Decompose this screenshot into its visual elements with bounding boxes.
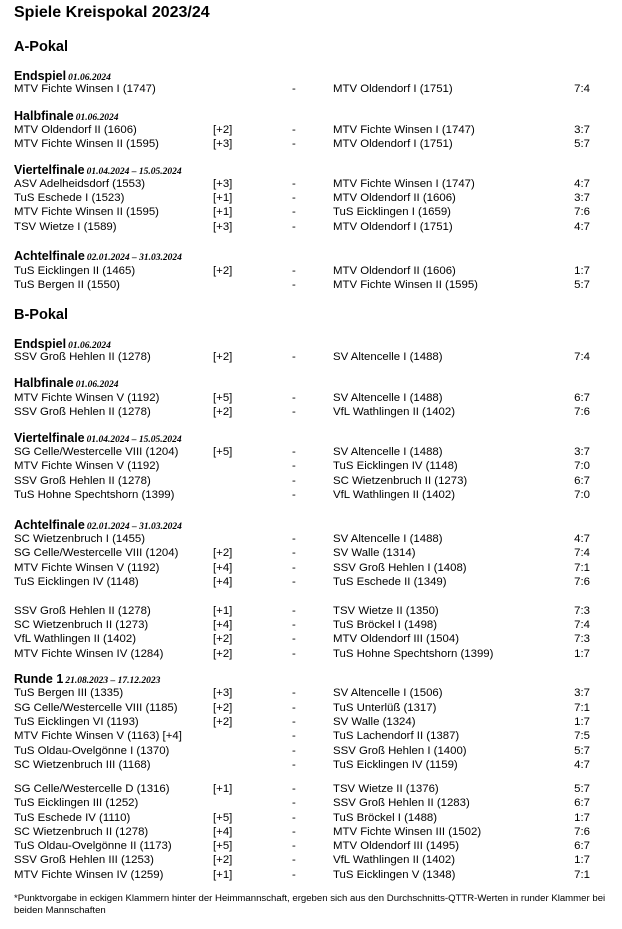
match-dash: - [292,576,296,588]
match-row [0,796,622,810]
away-team: TuS Bröckel I (1488) [333,812,438,824]
match-score: 3:7 [574,124,590,136]
away-team: TuS Eicklingen IV (1148) [333,460,458,472]
home-team: TuS Eschede IV (1110) [14,812,131,824]
away-team: MTV Oldendorf I (1751) [333,83,453,95]
page-title: Spiele Kreispokal 2023/24 [14,4,210,21]
away-team: MTV Oldendorf II (1606) [333,265,456,277]
home-team: TuS Hohne Spechtshorn (1399) [14,489,175,501]
match-row [0,123,622,137]
match-row [0,744,622,758]
match-dash: - [292,392,296,404]
match-score: 1:7 [574,265,590,277]
round-date: 01.04.2024 – 15.05.2024 [86,167,182,177]
away-team: MTV Fichte Winsen I (1747) [333,178,475,190]
match-dash: - [292,475,296,487]
away-team: MTV Oldendorf III (1495) [333,840,459,852]
match-dash: - [292,648,296,660]
home-team: TuS Eicklingen VI (1193) [14,716,139,728]
match-score: 7:6 [574,206,590,218]
match-dash: - [292,446,296,458]
away-team: SV Altencelle I (1488) [333,392,443,404]
match-score: 7:1 [574,869,590,881]
match-score: 7:6 [574,406,590,418]
round-date: 21.08.2023 – 17.12.2023 [65,676,161,686]
match-dash: - [292,221,296,233]
match-score: 7:0 [574,489,590,501]
match-dash: - [292,351,296,363]
match-dash: - [292,206,296,218]
match-dash: - [292,783,296,795]
point-bonus: [+2] [213,633,233,645]
away-team: SV Altencelle I (1488) [333,351,443,363]
match-row [0,445,622,459]
match-row [0,701,622,715]
away-team: TSV Wietze II (1376) [333,783,439,795]
match-row [0,532,622,546]
round-date: 02.01.2024 – 31.03.2024 [86,253,182,263]
away-team: MTV Oldendorf III (1504) [333,633,459,645]
round-name: Viertelfinale [14,431,85,445]
home-team: TuS Eicklingen III (1252) [14,797,139,809]
home-team: MTV Fichte Winsen V (1192) [14,460,160,472]
match-row [0,278,622,292]
point-bonus: [+3] [213,687,233,699]
match-dash: - [292,633,296,645]
match-dash: - [292,192,296,204]
match-dash: - [292,279,296,291]
match-dash: - [292,716,296,728]
home-team: TuS Bergen III (1335) [14,687,124,699]
round-header [14,249,182,265]
home-team: MTV Fichte Winsen V (1192) [14,562,160,574]
point-bonus: [+2] [213,854,233,866]
point-bonus: [+3] [213,221,233,233]
match-score: 7:4 [574,619,590,631]
match-row [0,715,622,729]
round-name: Endspiel [14,337,67,351]
away-team: VfL Wathlingen II (1402) [333,854,455,866]
match-row [0,391,622,405]
home-team: SC Wietzenbruch III (1168) [14,759,151,771]
home-team: TuS Oldau-Ovelgönne I (1370) [14,745,170,757]
away-team: SC Wietzenbruch II (1273) [333,475,468,487]
match-score: 1:7 [574,854,590,866]
match-score: 6:7 [574,797,590,809]
match-dash: - [292,759,296,771]
match-dash: - [292,265,296,277]
footnote: *Punktvorgabe in eckigen Klammern hinter der Heimmannschaft, ergeben sich aus den Durchschnitts-QTTR-Werten in runder Klammer bei beiden Mannschaften [14,893,606,916]
away-team: VfL Wathlingen II (1402) [333,406,455,418]
match-dash: - [292,869,296,881]
match-dash: - [292,687,296,699]
match-score: 4:7 [574,221,590,233]
round-date: 01.06.2024 [75,380,119,390]
match-score: 7:4 [574,547,590,559]
point-bonus: [+1] [213,206,233,218]
home-team: TuS Bergen II (1550) [14,279,120,291]
away-team: SV Walle (1324) [333,716,416,728]
match-dash: - [292,605,296,617]
match-row [0,191,622,205]
match-row [0,839,622,853]
away-team: TuS Eschede II (1349) [333,576,447,588]
home-team: MTV Oldendorf II (1606) [14,124,137,136]
match-score: 7:3 [574,605,590,617]
match-dash: - [292,812,296,824]
home-team: SSV Groß Hehlen II (1278) [14,605,151,617]
match-score: 5:7 [574,138,590,150]
away-team: SV Walle (1314) [333,547,416,559]
match-row [0,474,622,488]
match-row [0,405,622,419]
home-team: TuS Oldau-Ovelgönne II (1173) [14,840,172,852]
match-row [0,686,622,700]
match-row [0,632,622,646]
home-team: MTV Fichte Winsen II (1595) [14,138,159,150]
match-dash: - [292,854,296,866]
away-team: TuS Eicklingen V (1348) [333,869,456,881]
home-team: SG Celle/Westercelle VIII (1185) [14,702,178,714]
match-dash: - [292,797,296,809]
match-row [0,853,622,867]
away-team: MTV Oldendorf II (1606) [333,192,456,204]
round-date: 01.06.2024 [75,113,119,123]
match-row [0,264,622,278]
match-row [0,782,622,796]
match-row [0,618,622,632]
point-bonus: [+1] [213,783,233,795]
match-score: 6:7 [574,840,590,852]
match-score: 3:7 [574,192,590,204]
point-bonus: [+1] [213,192,233,204]
match-dash: - [292,745,296,757]
round-name: Endspiel [14,69,67,83]
match-score: 1:7 [574,648,590,660]
away-team: TuS Eicklingen I (1659) [333,206,451,218]
match-score: 4:7 [574,178,590,190]
away-team: SV Altencelle I (1506) [333,687,443,699]
match-dash: - [292,619,296,631]
point-bonus: [+5] [213,392,233,404]
away-team: MTV Oldendorf I (1751) [333,138,453,150]
match-score: 7:4 [574,83,590,95]
point-bonus: [+1] [213,605,233,617]
point-bonus: [+2] [213,351,233,363]
match-row [0,546,622,560]
home-team: SC Wietzenbruch II (1273) [14,619,149,631]
match-score: 7:3 [574,633,590,645]
point-bonus: [+2] [213,547,233,559]
match-row [0,561,622,575]
match-score: 5:7 [574,745,590,757]
match-dash: - [292,83,296,95]
match-row [0,868,622,882]
match-dash: - [292,702,296,714]
round-date: 02.01.2024 – 31.03.2024 [86,522,182,532]
away-team: TSV Wietze II (1350) [333,605,439,617]
match-dash: - [292,406,296,418]
away-team: VfL Wathlingen II (1402) [333,489,455,501]
home-team: SC Wietzenbruch II (1278) [14,826,149,838]
away-team: TuS Unterlüß (1317) [333,702,437,714]
point-bonus: [+3] [213,138,233,150]
point-bonus: [+2] [213,648,233,660]
match-score: 5:7 [574,279,590,291]
match-dash: - [292,533,296,545]
away-team: SSV Groß Hehlen I (1400) [333,745,467,757]
match-row [0,459,622,473]
home-team: MTV Fichte Winsen I (1747) [14,83,156,95]
match-row [0,137,622,151]
match-score: 7:6 [574,826,590,838]
point-bonus: [+4] [213,562,233,574]
match-score: 7:0 [574,460,590,472]
home-team: SG Celle/Westercelle VIII (1204) [14,547,179,559]
match-dash: - [292,124,296,136]
home-team: MTV Fichte Winsen IV (1284) [14,648,164,660]
match-score: 4:7 [574,759,590,771]
round-name: Halbfinale [14,109,74,123]
home-team: SSV Groß Hehlen II (1278) [14,351,151,363]
match-score: 7:4 [574,351,590,363]
point-bonus: [+5] [213,840,233,852]
match-score: 5:7 [574,783,590,795]
match-dash: - [292,547,296,559]
away-team: SV Altencelle I (1488) [333,446,443,458]
point-bonus: [+5] [213,446,233,458]
match-row [0,575,622,589]
match-row [0,177,622,191]
match-score: 7:1 [574,702,590,714]
point-bonus: [+2] [213,265,233,277]
away-team: SV Altencelle I (1488) [333,533,443,545]
match-dash: - [292,489,296,501]
match-row [0,350,622,364]
round-header [14,376,119,392]
home-team: MTV Fichte Winsen II (1595) [14,206,159,218]
match-score: 6:7 [574,475,590,487]
away-team: MTV Fichte Winsen II (1595) [333,279,478,291]
point-bonus: [+2] [213,702,233,714]
point-bonus: [+4] [213,576,233,588]
home-team: SG Celle/Westercelle D (1316) [14,783,170,795]
match-score: 3:7 [574,687,590,699]
match-row [0,825,622,839]
point-bonus: [+4] [213,826,233,838]
point-bonus: [+4] [213,619,233,631]
match-dash: - [292,138,296,150]
match-row [0,604,622,618]
round-date: 01.04.2024 – 15.05.2024 [86,435,182,445]
home-team: SSV Groß Hehlen III (1253) [14,854,154,866]
match-score: 7:5 [574,730,590,742]
round-date: 01.06.2024 [68,73,111,83]
match-row [0,647,622,661]
away-team: TuS Hohne Spechtshorn (1399) [333,648,494,660]
match-score: 7:1 [574,562,590,574]
point-bonus: [+5] [213,812,233,824]
home-team: SSV Groß Hehlen II (1278) [14,406,151,418]
point-bonus: [+2] [213,124,233,136]
away-team: TuS Lachendorf II (1387) [333,730,460,742]
match-score: 1:7 [574,716,590,728]
home-team: MTV Fichte Winsen IV (1259) [14,869,164,881]
home-team: SSV Groß Hehlen II (1278) [14,475,151,487]
match-dash: - [292,826,296,838]
away-team: MTV Fichte Winsen III (1502) [333,826,482,838]
match-row [0,811,622,825]
match-dash: - [292,562,296,574]
match-row [0,82,622,96]
round-name: Runde 1 [14,672,64,686]
match-dash: - [292,178,296,190]
match-dash: - [292,730,296,742]
home-team: ASV Adelheidsdorf (1553) [14,178,146,190]
away-team: TuS Bröckel I (1498) [333,619,438,631]
home-team: TSV Wietze I (1589) [14,221,117,233]
match-dash: - [292,840,296,852]
point-bonus: [+2] [213,716,233,728]
home-team: TuS Eschede I (1523) [14,192,125,204]
point-bonus: [+1] [213,869,233,881]
section-title: B-Pokal [14,307,68,323]
section-title: A-Pokal [14,39,68,55]
match-row [0,220,622,234]
match-row [0,488,622,502]
away-team: SSV Groß Hehlen I (1408) [333,562,467,574]
match-dash: - [292,460,296,472]
round-name: Achtelfinale [14,249,85,263]
home-team: MTV Fichte Winsen V (1192) [14,392,160,404]
point-bonus: [+2] [213,406,233,418]
match-row [0,205,622,219]
home-team: VfL Wathlingen II (1402) [14,633,136,645]
round-date: 01.06.2024 [68,341,111,351]
away-team: TuS Eicklingen IV (1159) [333,759,458,771]
match-row [0,758,622,772]
match-score: 6:7 [574,392,590,404]
away-team: MTV Fichte Winsen I (1747) [333,124,475,136]
round-name: Viertelfinale [14,163,85,177]
match-score: 7:6 [574,576,590,588]
home-team: MTV Fichte Winsen V (1163) [+4] [14,730,182,742]
round-name: Achtelfinale [14,518,85,532]
match-row [0,729,622,743]
point-bonus: [+3] [213,178,233,190]
match-score: 4:7 [574,533,590,545]
home-team: TuS Eicklingen II (1465) [14,265,136,277]
home-team: SC Wietzenbruch I (1455) [14,533,146,545]
home-team: SG Celle/Westercelle VIII (1204) [14,446,179,458]
match-score: 1:7 [574,812,590,824]
match-score: 3:7 [574,446,590,458]
away-team: SSV Groß Hehlen II (1283) [333,797,470,809]
round-name: Halbfinale [14,376,74,390]
home-team: TuS Eicklingen IV (1148) [14,576,139,588]
away-team: MTV Oldendorf I (1751) [333,221,453,233]
